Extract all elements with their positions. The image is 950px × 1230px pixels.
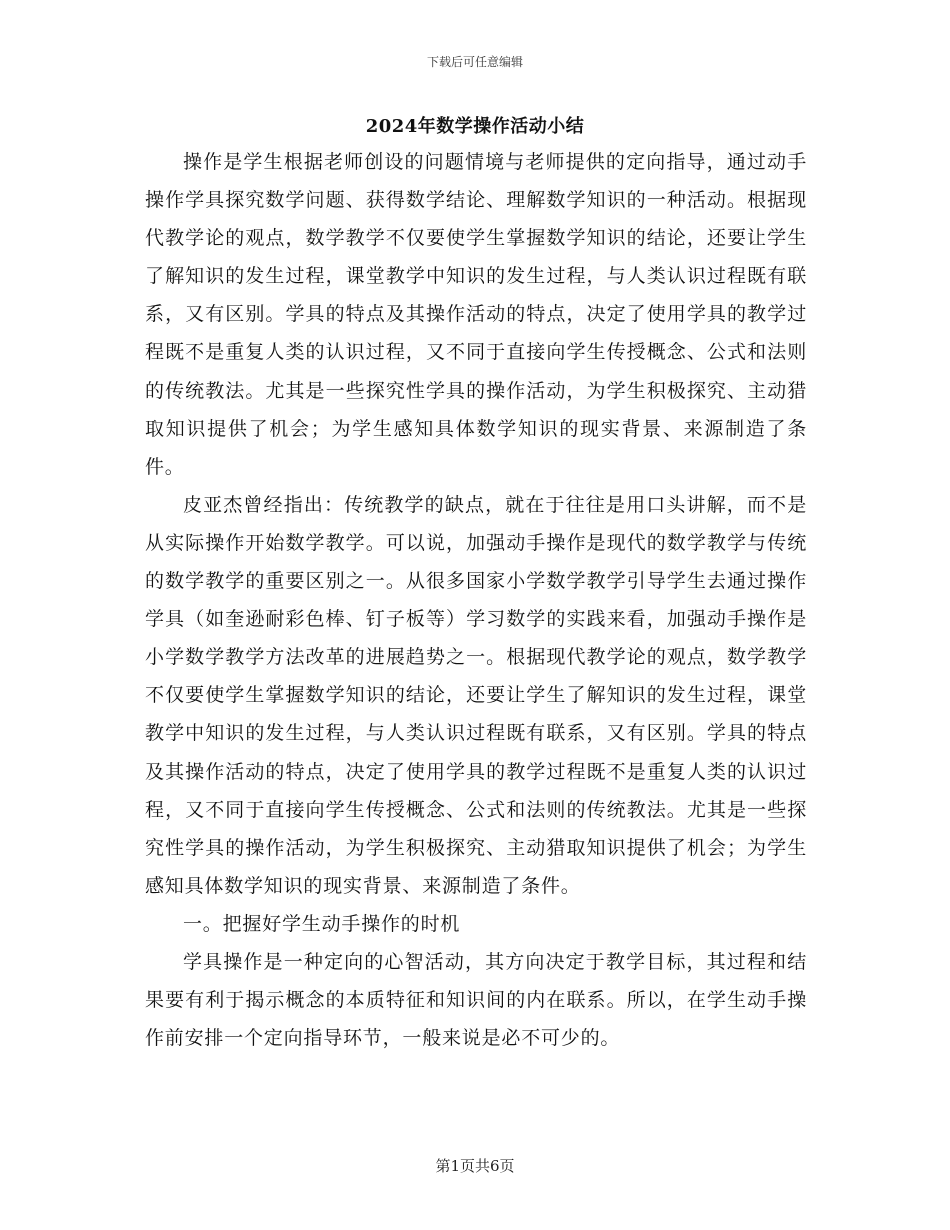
page-number: 第1页共6页 bbox=[435, 1157, 515, 1175]
paragraph-piaget: 皮亚杰曾经指出：传统教学的缺点，就在于往往是用口头讲解，而不是从实际操作开始数学教学。可以说，加强动手操作是现代的数学教学与传统的数学教学的重要区别之一。从很多国家小学数学教学引导学生去通过操作学具（如奎逊耐彩色棒、钉子板等）学习数学的实践来看，加强动手操作是小学数学教学方法改革的进展趋势之一。根据现代教学论的观点，数学教学不仅要使学生掌握数学知识的结论，还要让学生了解知识的发生过程，课堂教学中知识的发生过程，与人类认识过程既有联系，又有区别。学具的特点及其操作活动的特点，决定了使用学具的教学过程既不是重复人类的认识过程，又不同于直接向学生传授概念、公式和法则的传统教法。尤其是一些探究性学具的操作活动，为学生积极探究、主动猎取知识提供了机会；为学生感知具体数学知识的现实背景、来源制造了条件。 bbox=[145, 493, 807, 897]
document-body bbox=[145, 143, 807, 1057]
paragraph-intro: 操作是学生根据老师创设的问题情境与老师提供的定向指导，通过动手操作学具探究数学问题、获得数学结论、理解数学知识的一种活动。根据现代教学论的观点，数学教学不仅要使学生掌握数学知识的结论，还要让学生了解知识的发生过程，课堂教学中知识的发生过程，与人类认识过程既有联系，又有区别。学具的特点及其操作活动的特点，决定了使用学具的教学过程既不是重复人类的认识过程，又不同于直接向学生传授概念、公式和法则的传统教法。尤其是一些探究性学具的操作活动，为学生积极探究、主动猎取知识提供了机会；为学生感知具体数学知识的现实背景、来源制造了条件。 bbox=[145, 151, 807, 478]
header-note: 下载后可任意编辑 bbox=[426, 55, 523, 69]
section-heading-1: 一。把握好学生动手操作的时机 bbox=[183, 912, 461, 935]
document-title: 2024年数学操作活动小结 bbox=[365, 116, 585, 137]
paragraph-operation: 学具操作是一种定向的心智活动，其方向决定于教学目标，其过程和结果要有利于揭示概念的本质特征和知识间的内在联系。所以，在学生动手操作前安排一个定向指导环节，一般来说是必不可少的。 bbox=[145, 950, 807, 1050]
